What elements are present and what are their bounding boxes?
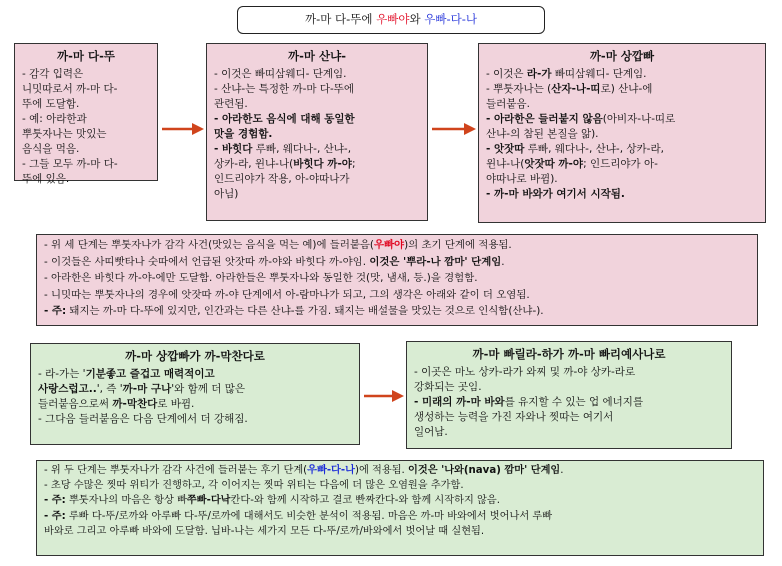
bt-l4a: - 주: bbox=[44, 510, 66, 522]
mn-l5a: - 주: bbox=[44, 305, 67, 317]
mn-l3: - 아라한은 바힛다 까-야-에만 도달함. 아라한들은 뿌툿자나와 동일한 것(맛, 냄새, 등.)을 경험함. bbox=[44, 272, 478, 284]
kama-sanna-line2: - 산냐-는 특정한 까-마 다-뚜에 관련됨. bbox=[214, 83, 355, 110]
bt-l3d: 칸다-와 함께 시작하고 결코 빤짜칸다-와 함께 시작하지 않음. bbox=[230, 495, 500, 507]
ks-l3a: - 아라한은 들러붙지 않음 bbox=[486, 113, 603, 125]
mn-l5b: 돼지는 까-마 다-뚜에 있지만, 인간과는 다른 산냐-를 가짐. 돼지는 배설물을 맛있는 것으로 인식함(산냐-). bbox=[66, 305, 544, 317]
kama-sanna-line4-end: ; 인드리야가 작용, 아-야따나가 아님) bbox=[214, 158, 356, 200]
arrow-1-icon bbox=[160, 122, 206, 136]
bt-l1c: )에 적용됨. bbox=[354, 465, 409, 476]
arrow-3-icon bbox=[362, 389, 406, 403]
pariyesana-box bbox=[406, 341, 732, 449]
ks-l4d: ; 인드리야가 아- 야따나로 바뀜). bbox=[486, 158, 658, 185]
kama-sanna-line3: - 아라한도 음식에 대해 동일한 맛을 경험함. bbox=[214, 113, 355, 140]
title-upaya: 우빠야 bbox=[376, 12, 410, 26]
kama-dhatu-heading: 까-마 다-뚜 bbox=[57, 49, 115, 63]
title-upadana: 우빠-다-나 bbox=[424, 12, 477, 26]
kama-sanna-line1: - 이것은 빠띠삼웨디- 단계임. bbox=[214, 68, 347, 80]
pv-l2b: 를 유지할 수 있는 업 에너지를 생성하는 능력을 가진 자와나 찟따는 여기서 일어남. bbox=[414, 396, 644, 438]
kama-dhatu-box bbox=[14, 43, 158, 185]
kc-l1e: '와 함께 더 많은 들러붙음으로써 bbox=[38, 383, 245, 410]
kama-sanna-heading: 까-마 산냐- bbox=[288, 49, 346, 63]
kamacchanda-box bbox=[30, 343, 360, 445]
diagram-title bbox=[237, 6, 545, 34]
pariyesana-heading: 까-마 빠릴라-하가 까-마 빠리예사나로 bbox=[472, 347, 666, 361]
kama-sanna-line4-bahiddha: 바힛다 까-야 bbox=[293, 158, 352, 170]
pv-l2a: - 미래의 까-마 바와 bbox=[414, 396, 505, 408]
kama-dhatu-text: - 감각 입력은 니밋따로서 까-마 다- 뚜에 도달함. - 예: 아라한과 뿌툿자나는 맛있는 음식을 먹음. - 그들 모두 까-마 다- 뚜에 있음. bbox=[22, 68, 118, 185]
late-stage-text bbox=[37, 461, 763, 539]
ks-l4c: 앗잣따 까-야 bbox=[524, 158, 584, 170]
bt-l3b: 뿌툿자나의 마음은 항상 빠 bbox=[65, 495, 187, 507]
kc-l1a: - 라-가는 ' bbox=[38, 368, 86, 380]
mn-l1b: 우빠야 bbox=[373, 239, 405, 251]
bt-l3a: - 주: bbox=[44, 495, 66, 507]
bt-l1a: - 위 두 단계는 뿌툿자나가 감각 사건에 들러붙는 후기 단계( bbox=[44, 465, 308, 476]
kama-sankappa-text bbox=[479, 67, 765, 202]
kc-l2: - 그다음 들러붙음은 다음 단계에서 더 강해짐. bbox=[38, 413, 248, 425]
late-stage-note bbox=[36, 460, 764, 556]
kamacchanda-text bbox=[31, 367, 359, 427]
bt-l4b: 루빠 다-뚜/로까와 아루빠 다-뚜/로까에 대해서도 비슷한 분석이 적용됨. 마음은 까-마 바와에서 벗어나서 루빠 바와로 그리고 아루빠 바와에 도달함. 닙바-나는 세가지 모든 다-뚜/로까/바와에서 벗어날 때 실현됨. bbox=[44, 510, 553, 537]
kama-sanna-box bbox=[206, 43, 428, 221]
ks-l3b: (아비자-나-띠로 산냐-의 참된 본질을 앎). bbox=[486, 113, 676, 140]
mn-l1a: - 위 세 단계는 뿌툿자나가 감각 사건(맛있는 음식을 먹는 예)에 들러붙음( bbox=[44, 239, 374, 251]
kc-l1g: 로 바뀜. bbox=[157, 398, 195, 410]
title-prefix: 까-마 다-뚜에 bbox=[305, 12, 377, 26]
ks-l1b: 라-가 bbox=[526, 68, 552, 80]
ks-l2b: 산자-나-띠 bbox=[551, 83, 601, 95]
ks-l2c: 로) 산냐-에 들러붙음. bbox=[486, 83, 653, 110]
kc-l1d: 까-마 구나 bbox=[122, 383, 172, 395]
ks-l2a: - 뿌툿자나는 ( bbox=[486, 83, 552, 95]
mn-l2b: 이것은 '뿌라-나 깜마' 단계임 bbox=[369, 255, 502, 268]
arrow-2-icon bbox=[430, 122, 478, 136]
kama-sankappa-box bbox=[478, 43, 766, 223]
kc-l1c: ', 즉 ' bbox=[96, 383, 123, 395]
ks-l1c: 빠띠삼웨디- 단계임. bbox=[551, 68, 647, 80]
kama-sankappa-heading: 까-마 상깝빠 bbox=[589, 49, 655, 63]
mn-l1c: )의 초기 단계에 적용됨. bbox=[404, 239, 512, 251]
early-stage-note bbox=[36, 234, 758, 326]
pv-l1: - 이곳은 마노 상카-라가 와찌 및 까-야 상카-라로 강화되는 곳임. bbox=[414, 366, 636, 393]
pariyesana-text bbox=[407, 365, 731, 440]
title-middle: 와 bbox=[409, 12, 425, 26]
kc-l1b: 기분좋고 즐겁고 매력적이고 사랑스럽고.. bbox=[38, 368, 215, 395]
ks-l5: - 까-마 바와가 여기서 시작됨. bbox=[486, 188, 625, 200]
bt-l1d: 이것은 '나와(nava) 깜마' 단계임 bbox=[408, 465, 561, 476]
bt-l1e: . bbox=[560, 465, 564, 476]
bt-l3c: 쭈빠-다낙 bbox=[186, 495, 231, 507]
ks-l1a: - 이것은 bbox=[486, 68, 527, 80]
bt-l1b: 우빠-다-나 bbox=[307, 465, 355, 476]
mn-l4: - 니밋따는 뿌툿자나의 경우에 앗잣따 까-야 단계에서 아-람마나가 되고, 그의 생각은 아래와 같이 더 오염됨. bbox=[44, 288, 530, 301]
kama-sanna-text bbox=[207, 67, 427, 202]
mn-l2c: . bbox=[501, 255, 505, 268]
kamacchanda-heading: 까-마 상깝빠가 까-막찬다로 bbox=[125, 349, 265, 363]
bt-l2: - 초당 수많은 찟따 위티가 진행하고, 각 이어지는 찟따 위티는 다음에 더 많은 오염원을 추가함. bbox=[44, 480, 464, 492]
mn-l2a: - 이것들은 사띠빳타나 숫따에서 언급된 앗잣따 까-야와 바힛다 까-야임. bbox=[44, 255, 370, 268]
ks-l4b: 루빠, 웨다나-, 산냐-, 상카-라, 윈냐-나( bbox=[486, 143, 664, 170]
ks-l4a: - 앗잣따 bbox=[486, 143, 525, 155]
kama-sanna-line4: 루빠, 웨다나-, 산냐-, 상카-라, 윈냐-나( bbox=[214, 143, 352, 170]
kama-sanna-line4-bold: - 바힛다 bbox=[214, 143, 253, 155]
kc-l1f: 까-막찬다 bbox=[112, 398, 158, 410]
early-stage-text bbox=[37, 235, 757, 320]
